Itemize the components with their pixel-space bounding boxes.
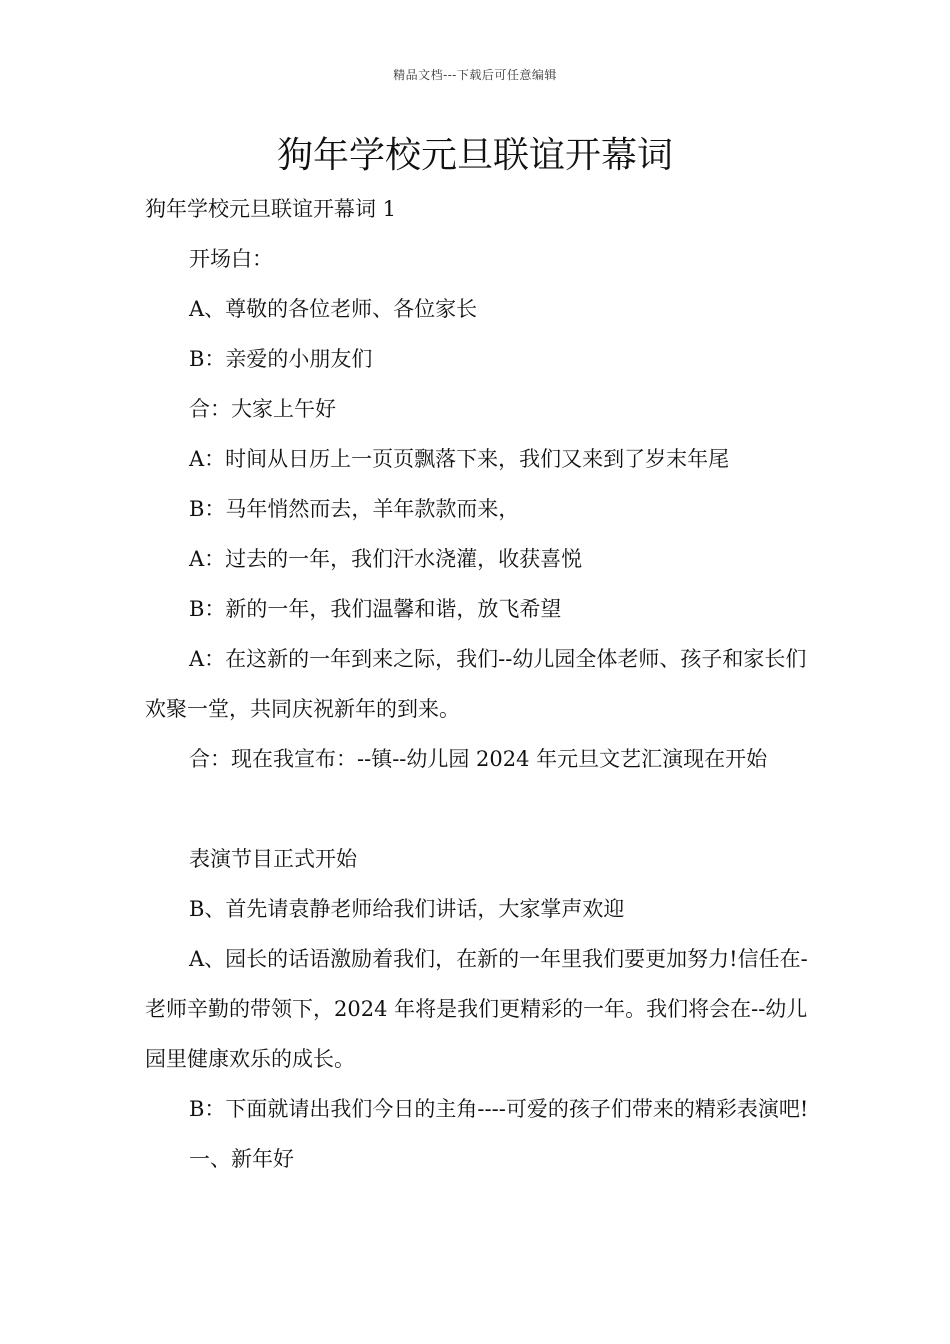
paragraph-spacer [145,784,809,834]
paragraph-line: A、园长的话语激励着我们，在新的一年里我们要更加努力!信任在-老师辛勤的带领下，2024 年将是我们更精彩的一年。我们将会在--幼儿园里健康欢乐的成长。 [145,947,808,1071]
paragraph-line: 合：现在我宣布：--镇--幼儿园 2024 年元旦文艺汇演现在开始 [189,747,768,771]
paragraph-opening: 开场白： [189,247,273,271]
paragraph-line: 表演节目正式开始 [189,847,357,871]
header-note: 精品文档---下载后可任意编辑 [393,68,557,82]
paragraph-line: A：在这新的一年到来之际，我们--幼儿园全体老师、孩子和家长们欢聚一堂，共同庆祝新年的到来。 [145,647,807,721]
document-body [145,184,809,1184]
paragraph-line: B：马年悄然而去，羊年款款而来， [189,497,520,521]
paragraph-line: 一、新年好 [189,1147,294,1171]
paragraph-line: 合：大家上午好 [189,397,336,421]
subtitle: 狗年学校元旦联谊开幕词 1 [145,197,397,221]
paragraph-line: A：时间从日历上一页页飘落下来，我们又来到了岁末年尾 [189,447,730,471]
paragraph-line: B：新的一年，我们温馨和谐，放飞希望 [189,597,562,621]
paragraph-line: A：过去的一年，我们汗水浇灌，收获喜悦 [189,547,583,571]
paragraph-line: B、首先请袁静老师给我们讲话，大家掌声欢迎 [189,897,625,921]
paragraph-line: B：下面就请出我们今日的主角----可爱的孩子们带来的精彩表演吧! [189,1097,809,1121]
paragraph-line: A、尊敬的各位老师、各位家长 [189,297,478,321]
paragraph-line: B：亲爱的小朋友们 [189,347,373,371]
page-title: 狗年学校元旦联谊开幕词 [276,135,673,176]
